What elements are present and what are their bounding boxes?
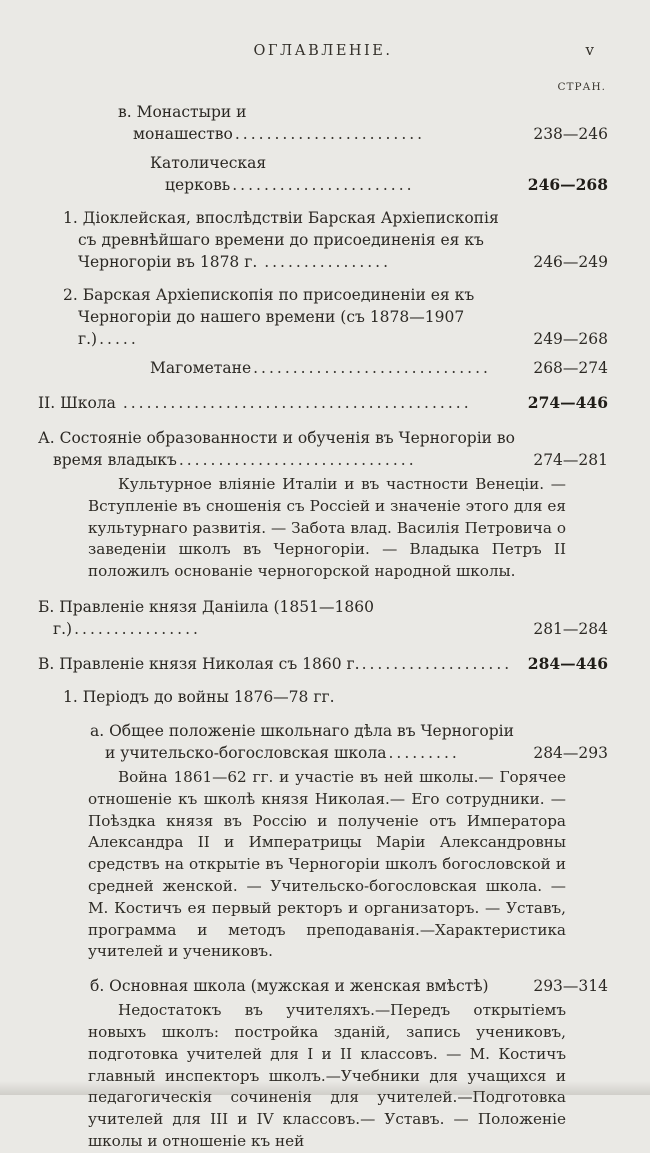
toc-entry [38, 427, 608, 471]
pages-column-header: СТРАН. [557, 81, 606, 93]
toc-entry-text: Католическая церковь [150, 154, 267, 194]
toc-entry-text: б. Основная школа (мужская и женская вмѣстѣ) [90, 977, 489, 996]
toc-entry-pages: 274—281 [533, 451, 608, 469]
toc-entry [63, 686, 608, 708]
toc-entry-pages: 268—274 [533, 359, 608, 377]
toc-entry-text: Б. Правленіе князя Даніила (1851—1860 г.) [38, 597, 374, 638]
toc-entry [38, 653, 608, 675]
toc-entry-pages: 249—268 [533, 330, 608, 348]
dot-leader: ................... [361, 654, 513, 673]
toc-entry-text: 1. Періодъ до войны 1876—78 гг. [63, 687, 335, 706]
book-page [38, 0, 608, 1153]
toc-entry-pages: 238—246 [533, 125, 608, 143]
page-title: ОГЛАВЛЕНІЕ. [253, 43, 393, 59]
toc-entry [38, 392, 608, 414]
toc-entry-pages: 293—314 [533, 977, 608, 996]
toc-entry-pages: 246—249 [533, 253, 608, 271]
summary-paragraph: Недостатокъ въ учителяхъ.—Передъ открытіемъ новыхъ школъ: постройка зданій, запись учениковъ, подготовка учителей для I и II классовъ. — М. Костичъ главный инспекторъ школъ.—Учебники для учащихся и педагогическія сочиненія для учителей.—Подготовка учителей для III и IV классовъ.— Уставъ. — Положеніе школы и отношеніе къ ней [88, 1001, 566, 1150]
toc-entry [150, 357, 608, 379]
dot-leader: .............................. [178, 451, 417, 469]
toc-entry-text: 2. Барская Архіепископія по присоединеніи ея къ Черногоріи до нашего времени (съ 1878—1907 г.) [63, 286, 475, 348]
toc-entry [150, 152, 608, 196]
toc-entry-text: Магометане [150, 359, 252, 377]
dot-leader: ........................ [234, 125, 426, 143]
dot-leader: ....................... [232, 176, 415, 194]
dot-leader: ................ [74, 619, 201, 638]
toc-entry-pages: 246—268 [527, 175, 608, 194]
toc-entry-text: В. Правленіе князя Николая съ 1860 г. [38, 654, 360, 673]
page-number: v [585, 41, 594, 59]
dot-leader: ......... [388, 743, 460, 762]
toc-entry-text: II. Школа [38, 394, 121, 412]
toc-entry-text: А. Состояніе образованности и обученія въ Черногоріи во время владыкъ [38, 429, 515, 469]
toc-entry [63, 207, 608, 273]
toc-entry-text: а. Общее положеніе школьнаго дѣла въ Черногоріи и учительско-богословская школа [90, 721, 514, 762]
toc-entry-pages: 284—446 [527, 653, 608, 673]
toc-entry [90, 975, 608, 997]
toc-entry [90, 720, 608, 764]
summary-paragraph: Культурное вліяніе Италіи и въ частности Венеціи. — Вступленіе въ сношенія съ Россіей и значеніе этого для ея культурнаго развитія. — Забота влад. Василія Петровича о заведеніи школъ въ Черногоріи. — Владыка Петръ II положилъ основаніе черногорской народной школы. [88, 475, 566, 581]
summary-paragraph: Война 1861—62 гг. и участіе въ ней школы.— Горячее отношеніе къ школѣ князя Николая.— Его сотрудники. — Поѣздка князя въ Россію и полученіе отъ Императора Александра II и Императрицы Маріи Александровны средствъ на открытіе въ Черногоріи школъ богословской и средней женской. — Учительско-богословская школа. — М. Костичъ ея первый ректоръ и организаторъ. — Уставъ, программа и методъ преподаванія.—Характеристика учителей и учениковъ. [88, 767, 566, 961]
toc-entry-pages: 284—293 [533, 743, 608, 762]
toc-entry [118, 101, 608, 145]
toc-entry-pages: 274—446 [527, 393, 608, 412]
toc-entry-text: 1. Діоклейская, впослѣдствіи Барская Архіепископія съ древнѣйшаго времени до присоединенія ея къ Черногоріи въ 1878 г. [63, 209, 499, 271]
dot-leader: ..... [99, 330, 139, 348]
dot-leader: .............................. [253, 359, 491, 377]
toc-entry-text: в. Монастыри и монашество [118, 103, 247, 143]
dot-leader: ............................................ [122, 394, 472, 412]
toc-entry-pages: 281—284 [533, 619, 608, 638]
toc-entries [38, 101, 608, 1153]
dot-leader: ................ [264, 253, 392, 271]
page-header [38, 40, 608, 64]
toc-entry [63, 284, 608, 350]
toc-entry [38, 596, 608, 640]
